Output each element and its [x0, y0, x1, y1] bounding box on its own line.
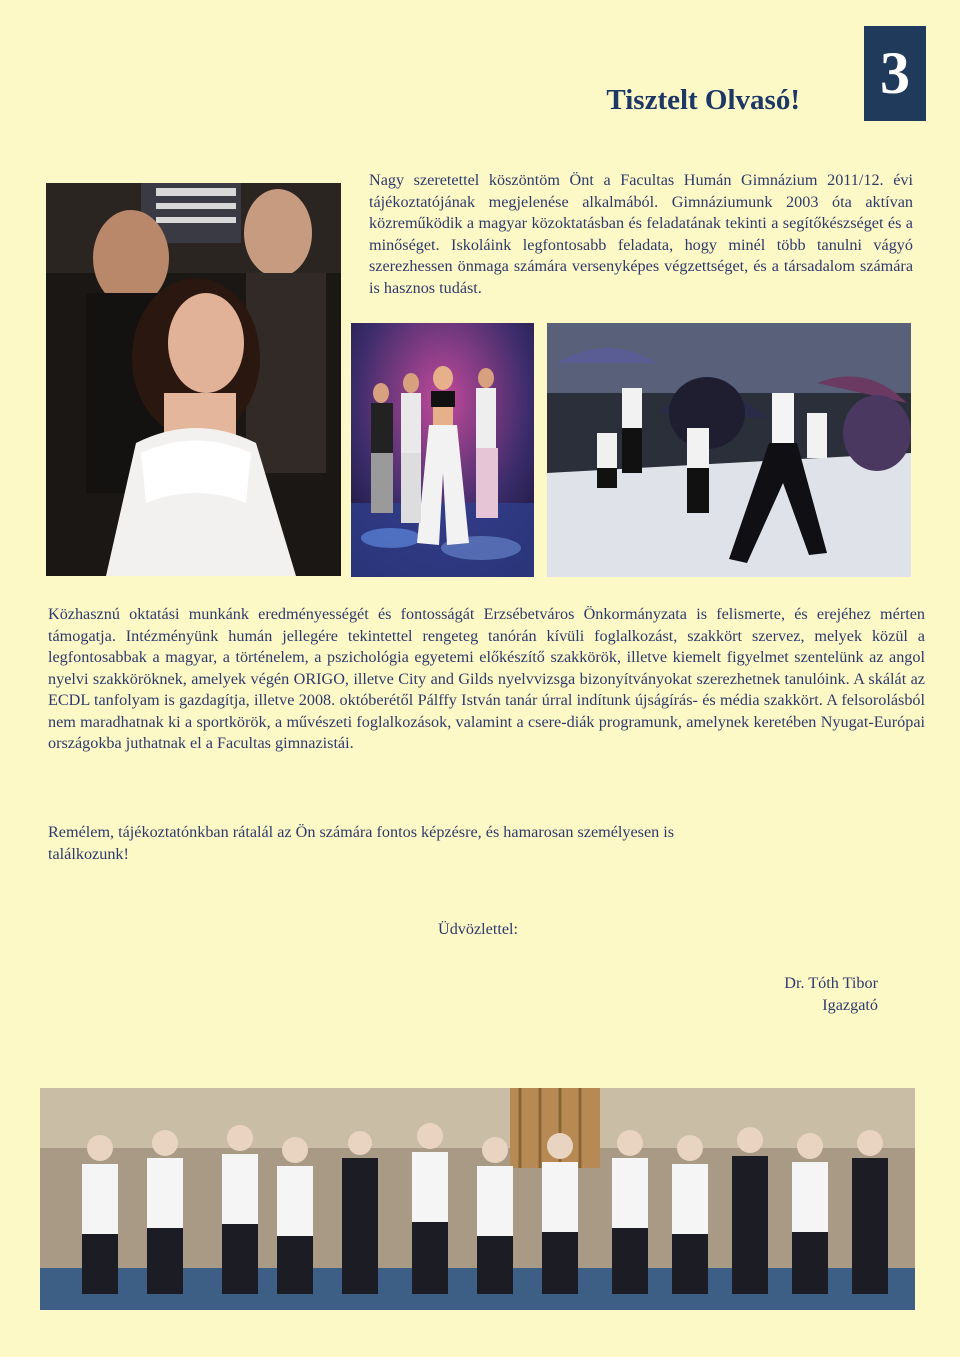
photo-dance-show: [351, 323, 534, 577]
photo-ball-gown: [46, 183, 341, 576]
greeting: Üdvözlettel:: [438, 920, 519, 938]
photo-student-group: [40, 1088, 915, 1310]
closing-paragraph: Remélem, tájékoztatónkban rátalál az Ön számára fontos képzésre, és hamarosan személyesen is találkozunk!: [48, 823, 675, 863]
intro-paragraph: Nagy szeretettel köszöntöm Önt a Facultas Humán Gimnázium 2011/12. évi tájékoztatójának megjelenése alkalmából. Gimnáziumunk 2003 óta aktívan közreműködik a magyar közoktatásban és feladatának tekinti a segítőkészséget és a minőséget. Iskoláink legfontosabb feladata, hogy minél több tanulni vágyó szerezhessen önmaga számára versenyképes végzettséget, és a társadalom számára is hasznos tudást.: [369, 171, 913, 297]
signature-role: Igazgató: [822, 996, 878, 1014]
signature-name: Dr. Tóth Tibor: [784, 974, 878, 992]
page-number-badge: 3: [864, 26, 926, 121]
page-title: Tisztelt Olvasó!: [606, 84, 800, 116]
body-paragraph: Közhasznú oktatási munkánk eredményességét és fontosságát Erzsébetváros Önkormányzata is felismerte, és erejéhez mérten támogatja. Intézményünk humán jellegére tekintettel rengeteg tanórán kívüli foglalkozást, szakkört szervez, melyek közül a legfontosabbak a magyar, a történelem, a pszichológia egyetemi előkészítő szakkörök, illetve kiemelt figyelmet szentelünk az angol nyelvi szakköröknek, amelyek végén ORIGO, illetve City and Gilds nyelvvizsga bizonyítványokat szerezhetnek tanulóink. A skálát az ECDL tanfolyam is gazdagítja, illetve 2008. októberétől Pálffy István tanár úrral indítunk újságírás- és média szakkört. A felsorolásból nem maradhatnak ki a sportkörök, a művészeti foglalkozások, valamint a csere-diák programunk, amelynek keretében Nyugat-Európai országokba juthatnak el a Facultas gimnazistái.: [48, 605, 925, 752]
photo-umbrella-dance: [547, 323, 911, 577]
